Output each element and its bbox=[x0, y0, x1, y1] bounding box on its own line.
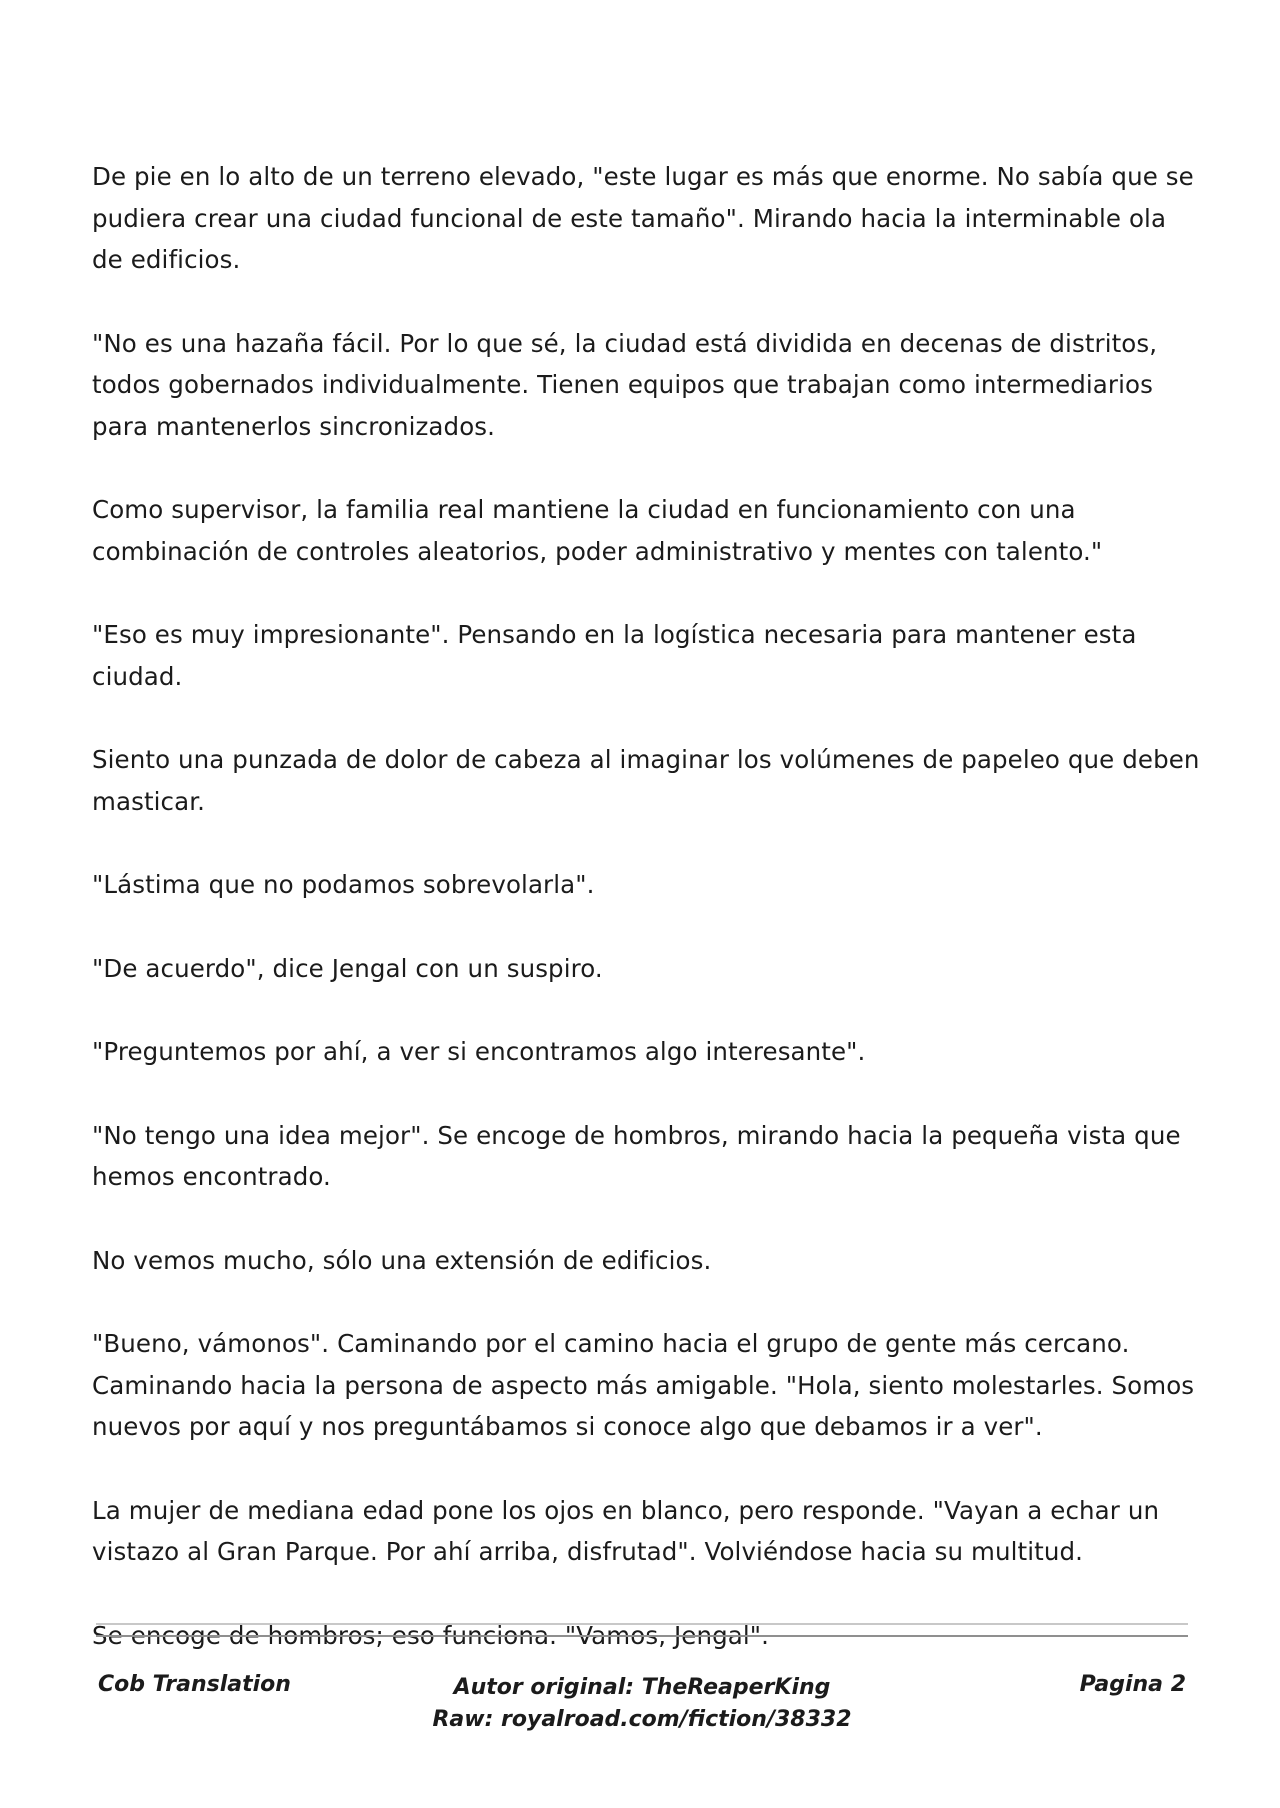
paragraph: Se encoge de hombros; eso funciona. "Vamos, Jengal". bbox=[92, 1620, 770, 1650]
paragraph: "Preguntemos por ahí, a ver si encontramos algo interesante". bbox=[92, 1037, 866, 1066]
page-footer bbox=[96, 1662, 1188, 1732]
paragraph: Siento una punzada de dolor de cabeza al imaginar los volúmenes de papeleo que deben masticar. bbox=[92, 745, 1200, 816]
paragraph: "Bueno, vámonos". Caminando por el camino hacia el grupo de gente más cercano. Caminando hacia la persona de aspecto más amigable. "Hola, siento molestarles. Somos nuevos por aquí y nos preguntábamos si conoce algo que debamos ir a ver". bbox=[92, 1329, 1195, 1441]
paragraph: La mujer de mediana edad pone los ojos en blanco, pero responde. "Vayan a echar un vistazo al Gran Parque. Por ahí arriba, disfrutad". Volviéndose hacia su multitud. bbox=[92, 1495, 1160, 1566]
paragraph: Como supervisor, la familia real mantiene la ciudad en funcionamiento con una combinación de controles aleatorios, poder administrativo y mentes con talento." bbox=[92, 495, 1103, 566]
document-body bbox=[92, 156, 1202, 1698]
paragraph: "No tengo una idea mejor". Se encoge de hombros, mirando hacia la pequeña vista que hemos encontrado. bbox=[92, 1120, 1181, 1191]
paragraph: "De acuerdo", dice Jengal con un suspiro. bbox=[92, 953, 603, 983]
raw-source: Raw: royalroad.com/fiction/38332 bbox=[432, 1707, 852, 1732]
paragraph: De pie en lo alto de un terreno elevado, "este lugar es más que enorme. No sabía que se pudiera crear una ciudad funcional de este tamaño". Mirando hacia la interminable ola de edificios. bbox=[92, 162, 1194, 274]
paragraph: No vemos mucho, sólo una extensión de edificios. bbox=[92, 1245, 712, 1275]
original-author: Autor original: TheReaperKing bbox=[453, 1675, 831, 1700]
page-number: Pagina 2 bbox=[1079, 1672, 1186, 1697]
footer-divider-top bbox=[96, 1623, 1188, 1625]
footer-divider-bottom bbox=[96, 1635, 1188, 1637]
paragraph: "Eso es muy impresionante". Pensando en la logística necesaria para mantener esta ciudad. bbox=[92, 620, 1137, 691]
author-credit bbox=[96, 1672, 1188, 1736]
paragraph: "Lástima que no podamos sobrevolarla". bbox=[92, 870, 595, 899]
paragraph: "No es una hazaña fácil. Por lo que sé, la ciudad está dividida en decenas de distritos, todos gobernados individualmente. Tienen equipos que trabajan como intermediarios para mantenerlos sincronizados. bbox=[92, 328, 1158, 441]
translator-credit: Cob Translation bbox=[98, 1672, 291, 1697]
